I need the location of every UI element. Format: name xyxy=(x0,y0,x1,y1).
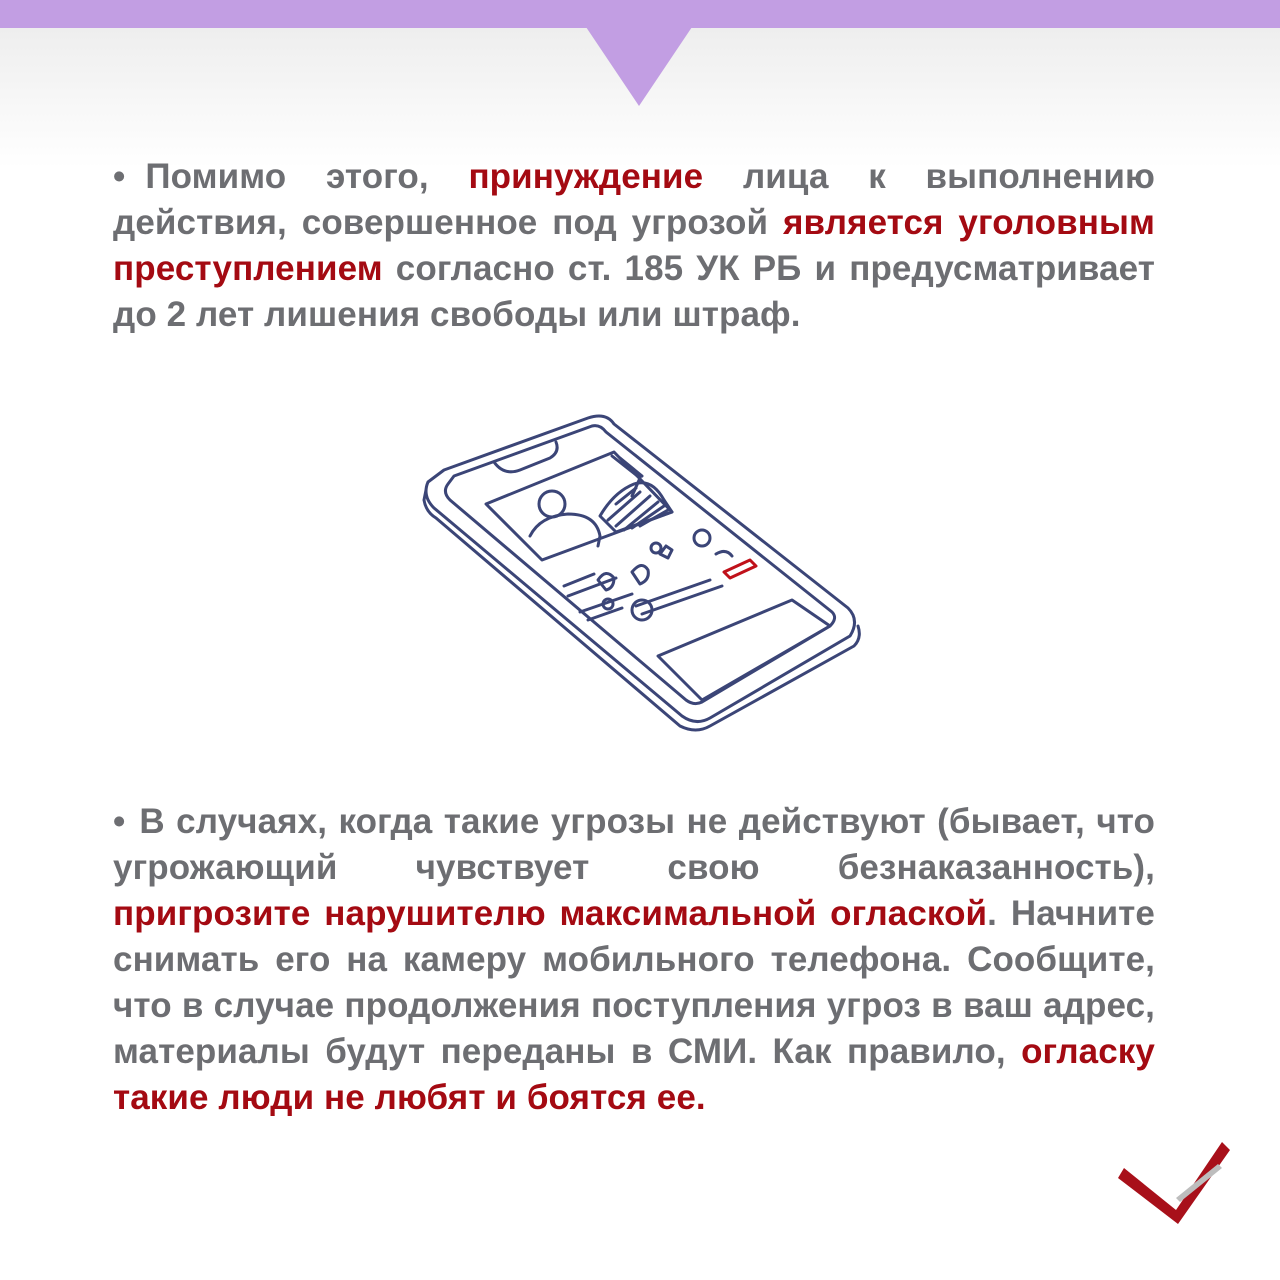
bullet: • xyxy=(113,157,126,196)
text-segment: лица к выполнению действия, совершенное под угрозой xyxy=(113,157,1155,242)
highlight-segment: огласку такие люди не любят и боятся ее. xyxy=(113,1032,1155,1117)
highlight-segment: пригрозите нарушителю максимальной оглаской xyxy=(113,894,988,933)
text-segment: согласно ст. 185 УК РБ и предусматривает до 2 лет лишения свободы или штраф. xyxy=(113,249,1155,334)
bullet: • xyxy=(113,802,126,841)
down-triangle-icon xyxy=(586,27,692,107)
paragraph-coercion xyxy=(113,154,1155,338)
highlight-segment: принуждение xyxy=(468,157,704,196)
highlight-segment: является уголовным преступлением xyxy=(113,203,1155,288)
paragraph-publicity xyxy=(113,799,1155,1121)
checkmark-icon xyxy=(1118,1138,1238,1228)
text-segment: Помимо этого, xyxy=(145,157,469,196)
phone-sketch-icon xyxy=(410,400,870,750)
top-band xyxy=(0,0,1280,28)
text-segment: . Начните снимать его на камеру мобильного телефона. Сообщите, что в случае продолжения поступления угроз в ваш адрес, материалы будут переданы в СМИ. Как правило, xyxy=(113,894,1155,1071)
text-segment: В случаях, когда такие угрозы не действуют (бывает, что угрожающий чувствует свою безнаказанность), xyxy=(113,802,1155,887)
